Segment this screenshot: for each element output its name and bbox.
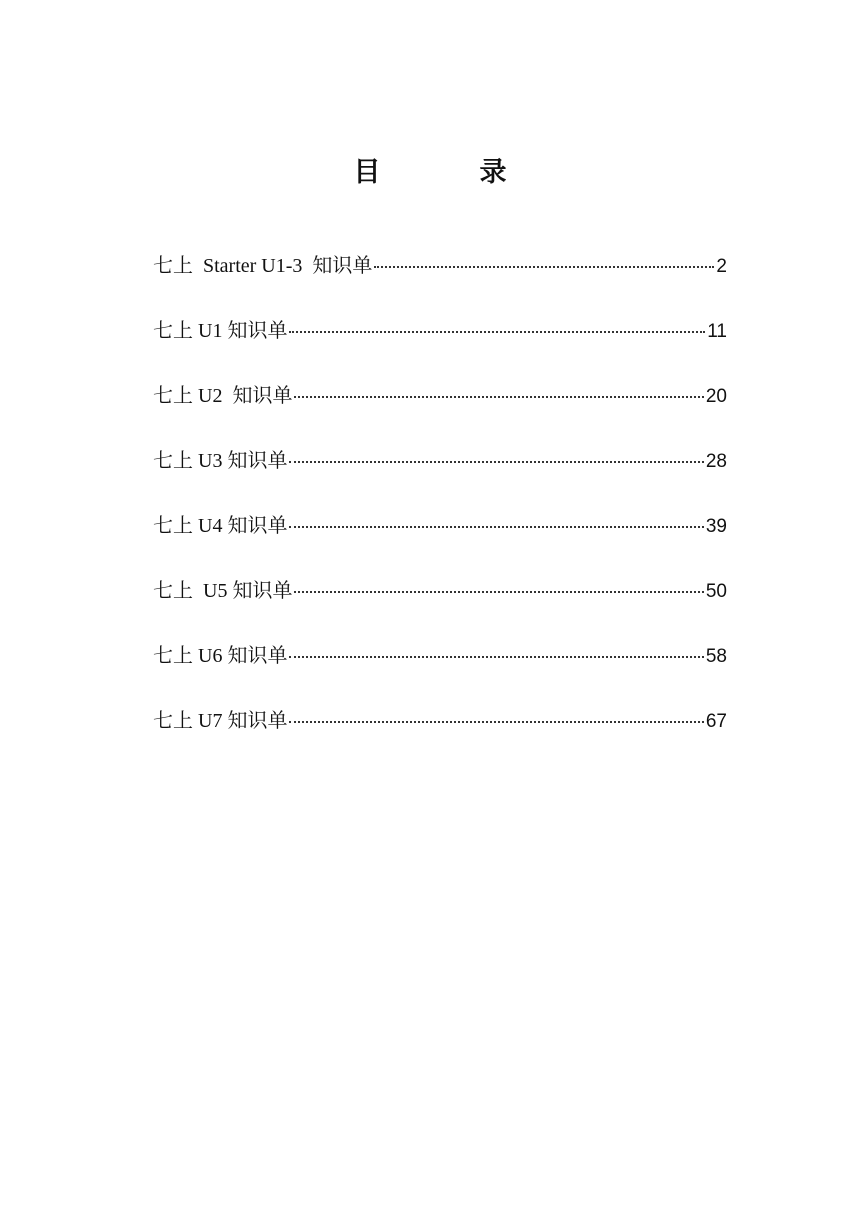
toc-entry-label: 七上 U6 知识单 xyxy=(153,645,288,667)
toc-page-number: 39 xyxy=(705,516,727,537)
toc-dot-leader xyxy=(289,331,705,333)
toc-page-number: 28 xyxy=(705,451,727,472)
toc-entry-u2[interactable] xyxy=(153,378,727,443)
toc-entry-u1[interactable] xyxy=(153,313,727,378)
table-of-contents xyxy=(153,248,727,768)
toc-dot-leader xyxy=(374,266,714,268)
toc-dot-leader xyxy=(289,721,703,723)
toc-entry-starter[interactable] xyxy=(153,248,727,313)
toc-page-number: 11 xyxy=(707,321,727,342)
toc-title: 目 录 xyxy=(353,157,543,188)
toc-entry-u5[interactable] xyxy=(153,573,727,638)
toc-entry-u3[interactable] xyxy=(153,443,727,508)
toc-entry-label: 七上 U1 知识单 xyxy=(153,320,288,342)
toc-entry-label: 七上 U2 知识单 xyxy=(153,385,293,407)
toc-dot-leader xyxy=(294,396,703,398)
toc-entry-label: 七上 Starter U1-3 知识单 xyxy=(153,255,373,277)
toc-entry-label: 七上 U3 知识单 xyxy=(153,450,288,472)
toc-dot-leader xyxy=(294,591,703,593)
toc-entry-label: 七上 U4 知识单 xyxy=(153,515,288,537)
toc-entry-u7[interactable] xyxy=(153,703,727,768)
toc-dot-leader xyxy=(289,656,703,658)
toc-entry-u6[interactable] xyxy=(153,638,727,703)
toc-page-number: 20 xyxy=(705,386,727,407)
toc-page-number: 2 xyxy=(716,256,727,277)
toc-entry-label: 七上 U7 知识单 xyxy=(153,710,288,732)
toc-entry-label: 七上 U5 知识单 xyxy=(153,580,293,602)
toc-page-number: 67 xyxy=(705,711,727,732)
toc-dot-leader xyxy=(289,461,703,463)
toc-page-number: 58 xyxy=(705,646,727,667)
toc-entry-u4[interactable] xyxy=(153,508,727,573)
toc-page-number: 50 xyxy=(705,581,727,602)
toc-dot-leader xyxy=(289,526,703,528)
